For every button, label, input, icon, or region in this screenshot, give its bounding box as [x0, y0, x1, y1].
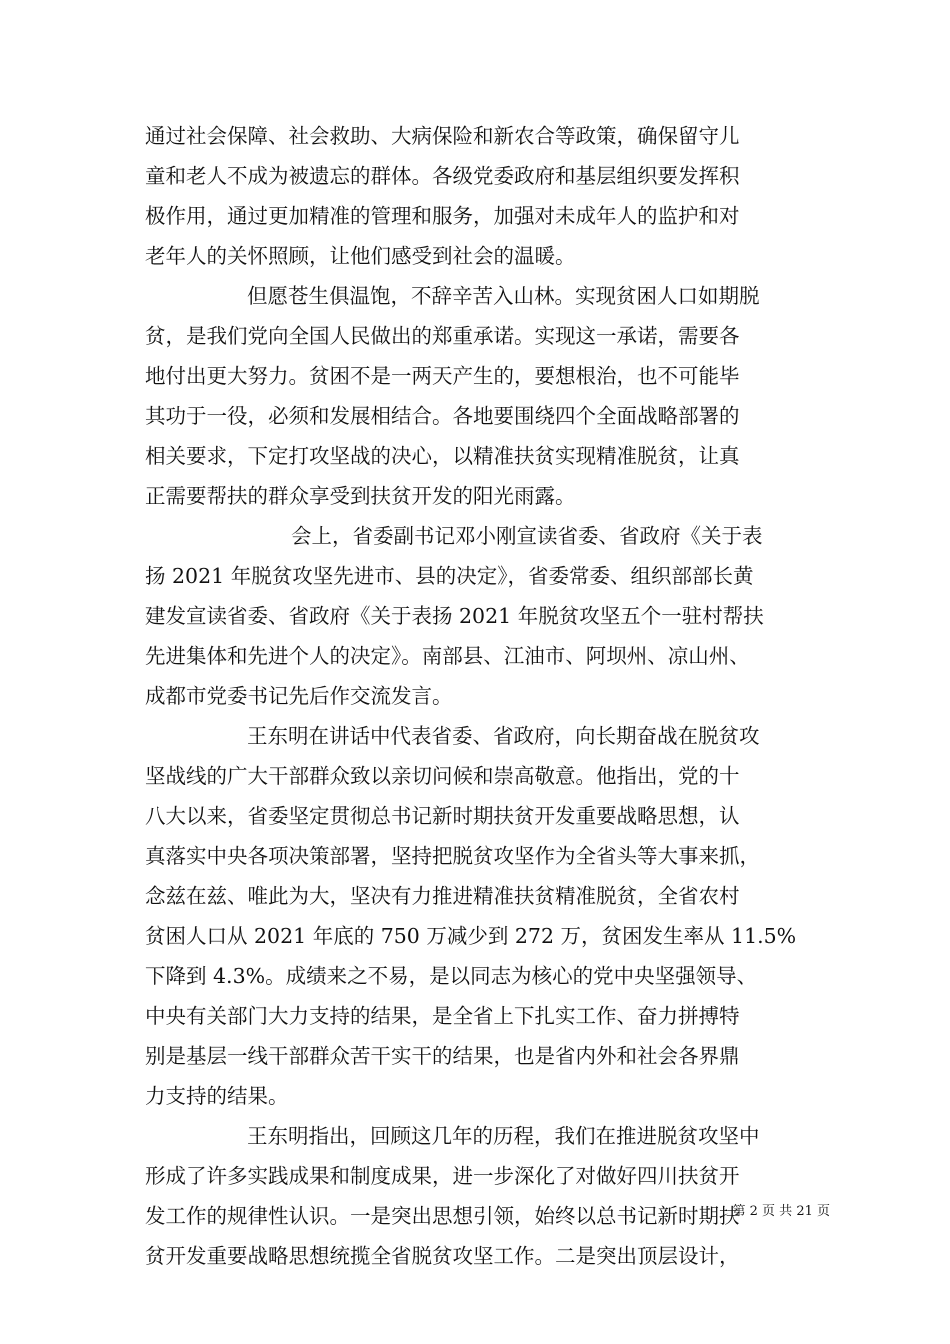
- text-line: 相关要求，下定打攻坚战的决心，以精准扶贫实现精准脱贫，让真: [145, 444, 740, 468]
- text-line: 扬 2021 年脱贫攻坚先进市、县的决定》，省委常委、组织部部长黄: [145, 564, 754, 588]
- text-line: 形成了许多实践成果和制度成果，进一步深化了对做好四川扶贫开: [145, 1164, 740, 1188]
- paragraph-1: [145, 116, 829, 276]
- text-line: 别是基层一线干部群众苦干实干的结果，也是省内外和社会各界鼎: [145, 1044, 740, 1068]
- text-line: 老年人的关怀照顾，让他们感受到社会的温暖。: [145, 244, 576, 268]
- text-line: 童和老人不成为被遗忘的群体。各级党委政府和基层组织要发挥积: [145, 164, 740, 188]
- text-line: 地付出更大努力。贫困不是一两天产生的，要想根治，也不可能毕: [145, 364, 740, 388]
- paragraph-3: [145, 516, 829, 716]
- text-line: 通过社会保障、社会救助、大病保险和新农合等政策，确保留守儿: [145, 124, 740, 148]
- text-line: 贫开发重要战略思想统揽全省脱贫攻坚工作。二是突出顶层设计，: [145, 1244, 740, 1268]
- page-number: 第 2 页 共 21 页: [732, 1204, 830, 1219]
- text-line: 八大以来，省委坚定贯彻总书记新时期扶贫开发重要战略思想，认: [145, 804, 740, 828]
- text-line: 力支持的结果。: [145, 1084, 289, 1108]
- text-line: 贫困人口从 2021 年底的 750 万减少到 272 万，贫困发生率从 11.5%: [145, 924, 797, 948]
- text-line: 坚战线的广大干部群众致以亲切问候和崇高敬意。他指出，党的十: [145, 764, 740, 788]
- text-line: 真落实中央各项决策部署，坚持把脱贫攻坚作为全省头等大事来抓，: [145, 844, 760, 868]
- paragraph-2: [145, 276, 829, 516]
- text-line: 会上，省委副书记邓小刚宣读省委、省政府《关于表: [291, 524, 763, 548]
- text-line: 中央有关部门大力支持的结果，是全省上下扎实工作、奋力拼搏特: [145, 1004, 740, 1028]
- text-line: 先进集体和先进个人的决定》。南部县、江油市、阿坝州、凉山州、: [145, 644, 750, 668]
- text-line: 下降到 4.3%。成绩来之不易，是以同志为核心的党中央坚强领导、: [145, 964, 758, 988]
- text-line: 成都市党委书记先后作交流发言。: [145, 684, 453, 708]
- text-line: 但愿苍生俱温饱，不辞辛苦入山林。实现贫困人口如期脱: [247, 284, 760, 308]
- text-line: 王东明在讲话中代表省委、省政府，向长期奋战在脱贫攻: [247, 724, 760, 748]
- text-line: 贫，是我们党向全国人民做出的郑重承诺。实现这一承诺，需要各: [145, 324, 740, 348]
- text-line: 其功于一役，必须和发展相结合。各地要围绕四个全面战略部署的: [145, 404, 740, 428]
- text-line: 发工作的规律性认识。一是突出思想引领，始终以总书记新时期扶: [145, 1204, 740, 1228]
- text-line: 王东明指出，回顾这几年的历程，我们在推进脱贫攻坚中: [247, 1124, 760, 1148]
- paragraph-4: [145, 716, 829, 1116]
- paragraph-5: [145, 1116, 829, 1276]
- text-line: 正需要帮扶的群众享受到扶贫开发的阳光雨露。: [145, 484, 576, 508]
- text-line: 极作用，通过更加精准的管理和服务，加强对未成年人的监护和对: [145, 204, 740, 228]
- document-body: [145, 116, 829, 1276]
- text-line: 念兹在兹、唯此为大，坚决有力推进精准扶贫精准脱贫，全省农村: [145, 884, 740, 908]
- text-line: 建发宣读省委、省政府《关于表扬 2021 年脱贫攻坚五个一驻村帮扶: [145, 604, 764, 628]
